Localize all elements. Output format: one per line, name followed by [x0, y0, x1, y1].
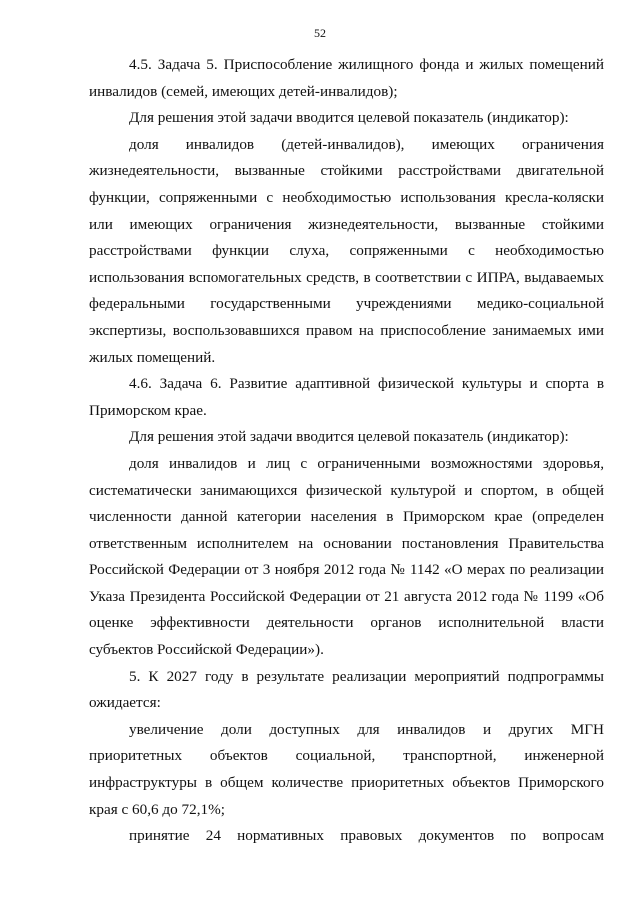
paragraph-expected-result-2: принятие 24 нормативных правовых документов по вопросам	[129, 827, 604, 845]
paragraph-task-6-heading: 4.6. Задача 6. Развитие адаптивной физической культуры и спорта в Приморском крае.	[89, 375, 604, 419]
paragraph-task-5-indicator: доля инвалидов (детей-инвалидов), имеющих ограничения жизнедеятельности, вызванные стойкими расстройствами двигательной функции, сопряженными с необходимостью использования кресла-коляски или имеющих ограничения жизнедеятельности, вызванные стойкими расстройствами функции слуха, сопряженными с необходимостью использования вспомогательных средств, в соответствии с ИПРА, выдаваемых федеральными государственными учреждениями медико-социальной экспертизы, воспользовавшихся правом на приспособление занимаемых ими жилых помещений.	[89, 135, 604, 366]
paragraph-task-6-indicator: доля инвалидов и лиц с ограниченными возможностями здоровья, систематически занимающихся физической культурой и спортом, в общей численности данной категории населения в Приморском крае (определен ответственным исполнителем на основании постановления Правительства Российской Федерации от 3 ноября 2012 года № 1142 «О мерах по реализации Указа Президента Российской Федерации от 21 августа 2012 года № 1199 «Об оценке эффективности деятельности органов исполнительной власти субъектов Российской Федерации»).	[89, 454, 604, 659]
paragraph-task-6-indicator-intro: Для решения этой задачи вводится целевой показатель (индикатор):	[129, 428, 569, 446]
document-body	[89, 52, 604, 850]
page-number: 52	[314, 26, 326, 40]
paragraph-expected-result-1: увеличение доли доступных для инвалидов и других МГН приоритетных объектов социальной, транспортной, инженерной инфраструктуры в общем количестве приоритетных объектов Приморского края с 60,6 до 72,1%;	[89, 720, 604, 818]
paragraph-task-5-heading: 4.5. Задача 5. Приспособление жилищного фонда и жилых помещений инвалидов (семей, имеющих детей-инвалидов);	[89, 56, 604, 100]
paragraph-task-5-indicator-intro: Для решения этой задачи вводится целевой показатель (индикатор):	[129, 109, 569, 127]
paragraph-expected-results-heading: 5. К 2027 году в результате реализации мероприятий подпрограммы ожидается:	[89, 667, 604, 712]
